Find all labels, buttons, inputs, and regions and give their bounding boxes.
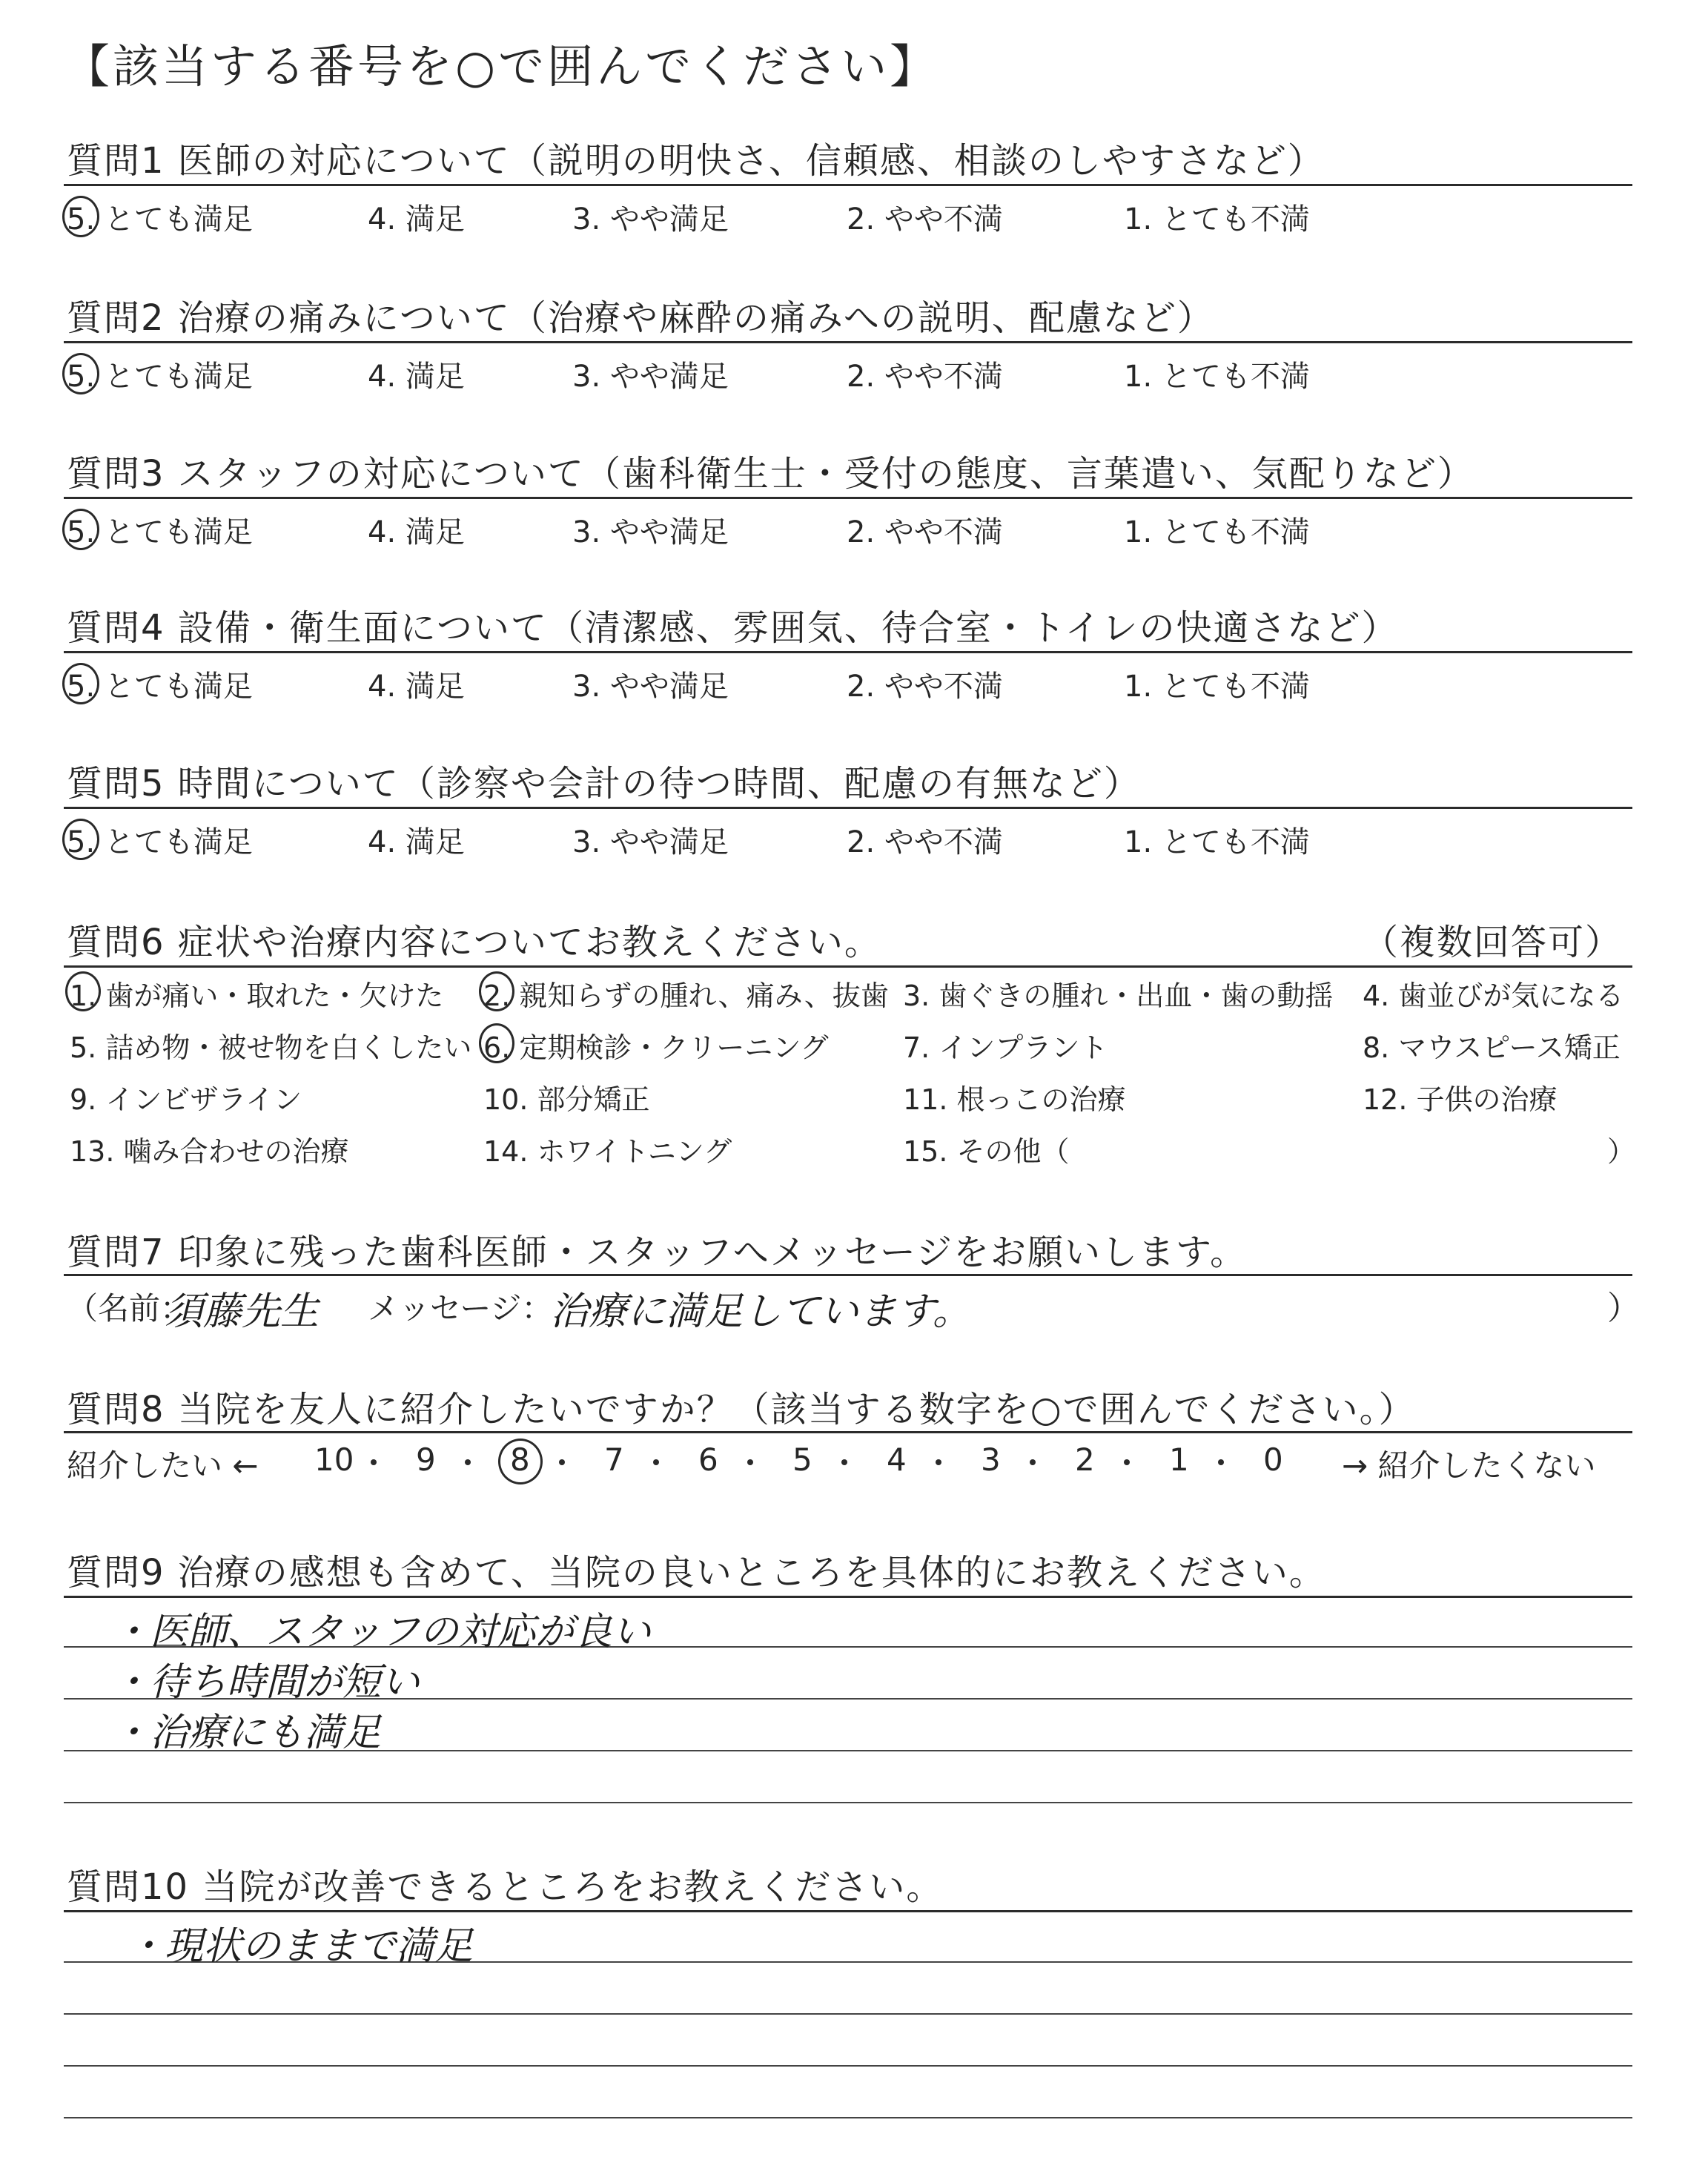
question-1-underline xyxy=(64,184,1632,186)
q8-scale-separator xyxy=(653,1459,659,1465)
q8-selected-circle xyxy=(498,1439,543,1484)
q7-name-value: 須藤先生 xyxy=(165,1289,320,1334)
question-1-option-1[interactable]: 1. とても不満 xyxy=(1124,202,1310,237)
q9-line-1 xyxy=(64,1596,1632,1598)
question-2-option-1[interactable]: 1. とても不満 xyxy=(1124,360,1310,394)
q6-option-7[interactable]: 7. インプラント xyxy=(903,1031,1108,1064)
q8-scale-separator xyxy=(841,1459,847,1465)
question-5-option-4[interactable]: 4. 満足 xyxy=(368,825,465,859)
q8-left-label: 紹介したい ← xyxy=(67,1447,259,1484)
q8-scale-6[interactable]: 6 xyxy=(698,1441,718,1478)
q10-line-3 xyxy=(64,2013,1632,2015)
q6-selected-circle-6 xyxy=(479,1023,514,1063)
question-4-underline xyxy=(64,651,1632,653)
question-4-option-3[interactable]: 3. やや満足 xyxy=(572,670,729,704)
question-5-option-2[interactable]: 2. やや不満 xyxy=(847,825,1003,859)
question-4-option-4[interactable]: 4. 満足 xyxy=(368,670,465,704)
q7-label: 質問7 印象に残った歯科医師・スタッフへメッセージをお願いします。 xyxy=(67,1232,1248,1273)
question-3-selected-circle xyxy=(62,509,99,550)
question-4-label: 質問4 設備・衛生面について（清潔感、雰囲気、待合室・トイレの快適さなど） xyxy=(67,607,1399,649)
q6-option-11[interactable]: 11. 根っこの治療 xyxy=(903,1083,1126,1116)
q9-answer-1: ・医師、スタッフの対応が良い xyxy=(111,1610,652,1654)
question-3-option-2[interactable]: 2. やや不満 xyxy=(847,515,1003,549)
question-3-option-4[interactable]: 4. 満足 xyxy=(368,515,465,549)
q6-note: （複数回答可） xyxy=(1363,922,1623,963)
question-5-underline xyxy=(64,807,1632,809)
q10-line-5 xyxy=(64,2117,1632,2118)
question-1-option-4[interactable]: 4. 満足 xyxy=(368,202,465,237)
question-3-underline xyxy=(64,497,1632,499)
q8-scale-1[interactable]: 1 xyxy=(1169,1441,1189,1478)
q6-option-6[interactable]: 6. 定期検診・クリーニング xyxy=(483,1031,829,1064)
q8-scale-5[interactable]: 5 xyxy=(792,1441,812,1478)
q8-scale-2[interactable]: 2 xyxy=(1075,1441,1095,1478)
q6-label: 質問6 症状や治療内容についてお教えください。 xyxy=(67,922,881,963)
q8-scale-4[interactable]: 4 xyxy=(887,1441,907,1478)
question-2-option-5[interactable]: 5. とても満足 xyxy=(67,360,253,394)
q8-scale-separator xyxy=(559,1459,565,1465)
q8-scale-9[interactable]: 9 xyxy=(416,1441,436,1478)
q6-option-1[interactable]: 1. 歯が痛い・取れた・欠けた xyxy=(70,980,444,1012)
q6-option-8[interactable]: 8. マウスピース矯正 xyxy=(1363,1031,1621,1064)
question-4-option-1[interactable]: 1. とても不満 xyxy=(1124,670,1310,704)
q8-label: 質問8 当院を友人に紹介したいですか？（該当する数字を○で囲んでください。） xyxy=(67,1389,1416,1430)
q6-selected-circle-1 xyxy=(65,971,101,1011)
q6-selected-circle-2 xyxy=(479,971,514,1011)
q6-other-close-paren: ） xyxy=(1607,1135,1636,1168)
question-5-option-5[interactable]: 5. とても満足 xyxy=(67,825,253,859)
question-2-option-2[interactable]: 2. やや不満 xyxy=(847,360,1003,394)
q8-scale-separator xyxy=(747,1459,753,1465)
q6-option-14[interactable]: 14. ホワイトニング xyxy=(483,1135,732,1168)
q8-scale-0[interactable]: 0 xyxy=(1263,1441,1283,1478)
q6-underline xyxy=(64,965,1632,968)
q8-underline xyxy=(64,1431,1632,1433)
q9-answer-2: ・待ち時間が短い xyxy=(111,1660,420,1705)
q8-scale-separator xyxy=(1124,1459,1130,1465)
question-3-option-5[interactable]: 5. とても満足 xyxy=(67,515,253,549)
q6-option-5[interactable]: 5. 詰め物・被せ物を白くしたい xyxy=(70,1031,472,1064)
q9-label: 質問9 治療の感想も含めて、当院の良いところを具体的にお教えください。 xyxy=(67,1552,1326,1593)
question-2-label: 質問2 治療の痛みについて（治療や麻酔の痛みへの説明、配慮など） xyxy=(67,297,1214,339)
q8-scale-separator xyxy=(465,1459,471,1465)
question-3-option-3[interactable]: 3. やや満足 xyxy=(572,515,729,549)
q10-answer-1: ・現状のままで満足 xyxy=(126,1924,474,1969)
q10-line-4 xyxy=(64,2065,1632,2067)
q8-scale-10[interactable]: 10 xyxy=(314,1441,354,1478)
q8-right-label: → 紹介したくない xyxy=(1342,1447,1596,1484)
q8-scale-separator xyxy=(936,1459,941,1465)
question-2-underline xyxy=(64,341,1632,343)
q6-option-15[interactable]: 15. その他（ xyxy=(903,1135,1070,1168)
q6-option-4[interactable]: 4. 歯並びが気になる xyxy=(1363,980,1624,1012)
q7-name-prefix: （名前： xyxy=(67,1290,192,1327)
q7-message-prefix: メッセージ： xyxy=(368,1290,553,1327)
question-5-option-3[interactable]: 3. やや満足 xyxy=(572,825,729,859)
q8-scale-8[interactable]: 8 xyxy=(510,1441,530,1478)
question-4-selected-circle xyxy=(62,663,99,704)
q6-option-9[interactable]: 9. インビザライン xyxy=(70,1083,302,1116)
question-2-selected-circle xyxy=(62,353,99,394)
q9-line-5 xyxy=(64,1802,1632,1803)
q6-option-10[interactable]: 10. 部分矯正 xyxy=(483,1083,650,1116)
q10-label: 質問10 当院が改善できるところをお教えください。 xyxy=(67,1866,944,1908)
question-1-option-5[interactable]: 5. とても満足 xyxy=(67,202,253,237)
q8-scale-3[interactable]: 3 xyxy=(981,1441,1001,1478)
question-1-option-3[interactable]: 3. やや満足 xyxy=(572,202,729,237)
question-5-label: 質問5 時間について（診察や会計の待つ時間、配慮の有無など） xyxy=(67,763,1141,805)
question-2-option-3[interactable]: 3. やや満足 xyxy=(572,360,729,394)
q6-option-2[interactable]: 2. 親知らずの腫れ、痛み、抜歯 xyxy=(483,980,889,1012)
q8-scale-separator xyxy=(1218,1459,1224,1465)
q8-scale-separator xyxy=(1030,1459,1036,1465)
question-1-selected-circle xyxy=(62,196,99,237)
question-3-label: 質問3 スタッフの対応について（歯科衛生士・受付の態度、言葉遣い、気配りなど） xyxy=(67,453,1474,495)
form-title: 【該当する番号を○で囲んでください】 xyxy=(64,39,939,93)
q6-option-12[interactable]: 12. 子供の治療 xyxy=(1363,1083,1558,1116)
q8-scale-7[interactable]: 7 xyxy=(604,1441,624,1478)
question-2-option-4[interactable]: 4. 満足 xyxy=(368,360,465,394)
q9-answer-3: ・治療にも満足 xyxy=(111,1711,382,1755)
question-3-option-1[interactable]: 1. とても不満 xyxy=(1124,515,1310,549)
q10-line-1 xyxy=(64,1910,1632,1912)
question-5-selected-circle xyxy=(62,819,99,860)
q7-message-value: 治療に満足しています。 xyxy=(550,1289,971,1334)
question-4-option-2[interactable]: 2. やや不満 xyxy=(847,670,1003,704)
question-4-option-5[interactable]: 5. とても満足 xyxy=(67,670,253,704)
q7-underline xyxy=(64,1274,1632,1276)
question-5-option-1[interactable]: 1. とても不満 xyxy=(1124,825,1310,859)
question-1-label: 質問1 医師の対応について（説明の明快さ、信頼感、相談のしやすさなど） xyxy=(67,140,1325,182)
question-1-option-2[interactable]: 2. やや不満 xyxy=(847,202,1003,237)
q6-option-3[interactable]: 3. 歯ぐきの腫れ・出血・歯の動揺 xyxy=(903,980,1334,1012)
q7-close-paren: ） xyxy=(1607,1289,1640,1327)
q8-scale-separator xyxy=(371,1459,377,1465)
q6-option-13[interactable]: 13. 噛み合わせの治療 xyxy=(70,1135,349,1168)
